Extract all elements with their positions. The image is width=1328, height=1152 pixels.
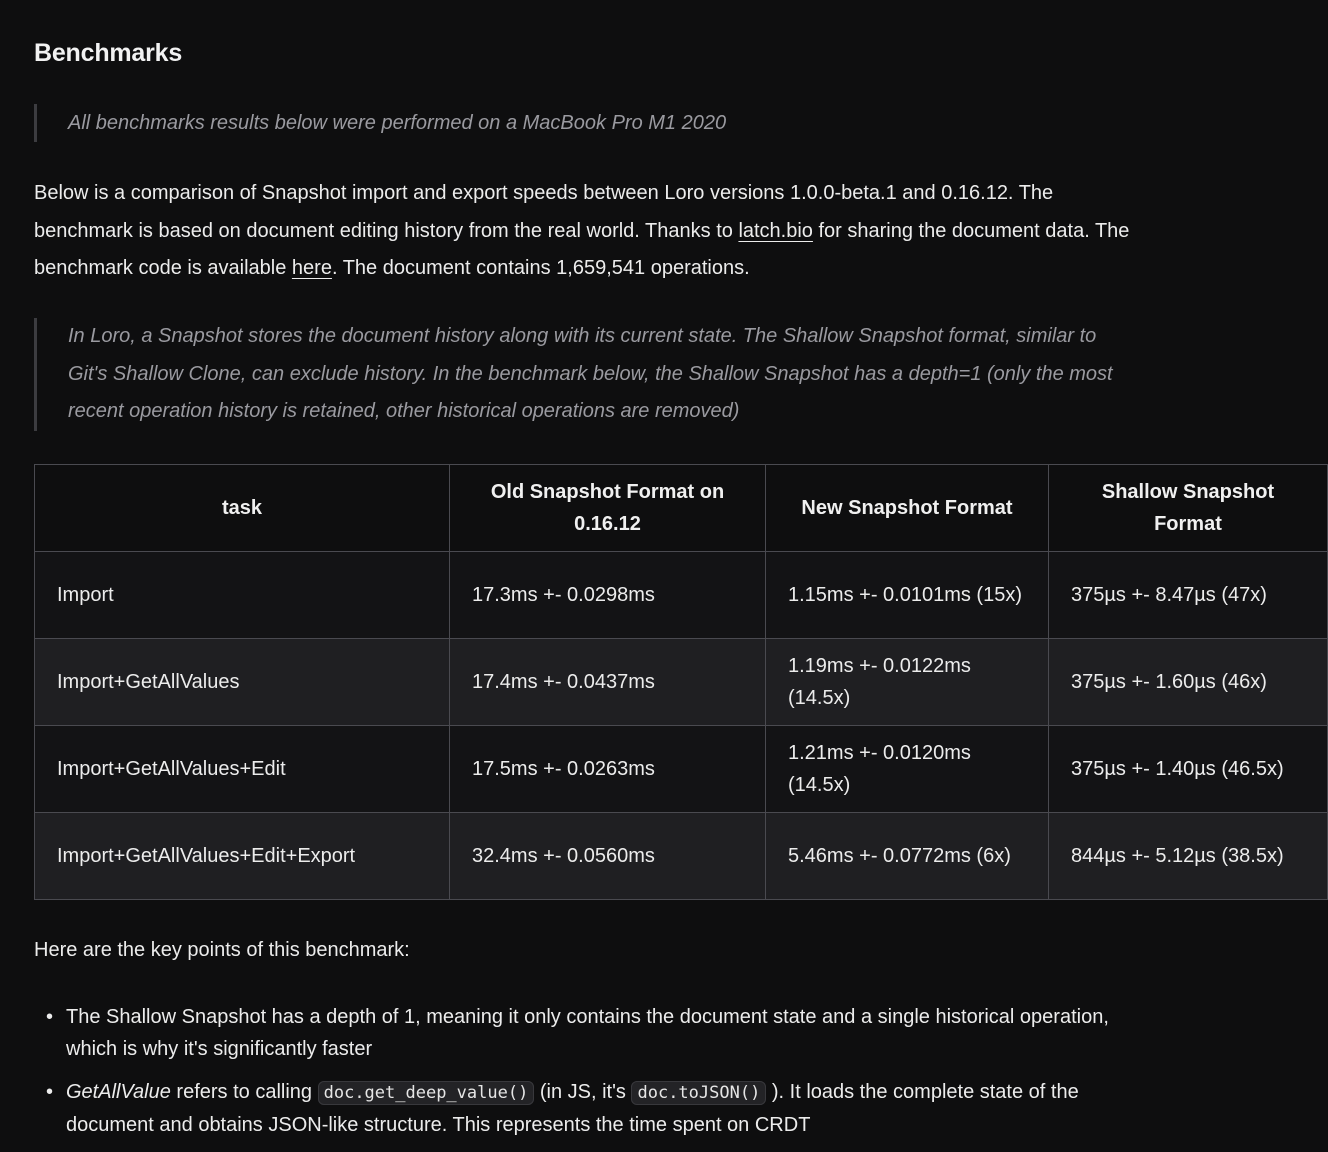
table-row — [35, 726, 1328, 813]
cell-task: Import+GetAllValues — [35, 639, 450, 726]
cell-shallow: 375µs +- 1.60µs (46x) — [1049, 639, 1328, 726]
cell-new: 1.19ms +- 0.0122ms (14.5x) — [766, 639, 1049, 726]
bullet-icon: • — [46, 1006, 54, 1028]
cell-old: 32.4ms +- 0.0560ms — [450, 813, 766, 900]
cell-task: Import+GetAllValues+Edit+Export — [35, 813, 450, 900]
code-to-json: doc.toJSON() — [631, 1081, 766, 1105]
intro-text-3: . The document contains 1,659,541 operations. — [331, 257, 750, 279]
cell-task: Import+GetAllValues+Edit — [35, 726, 450, 813]
key-points-intro: Here are the key points of this benchmark: — [34, 939, 410, 961]
bullet-text: The Shallow Snapshot has a depth of 1, meaning it only contains the document state and a single historical operation, which is why it's significantly faster — [66, 1006, 1109, 1060]
cell-task: Import — [35, 552, 450, 639]
table-row — [35, 639, 1328, 726]
hardware-note-text: All benchmarks results below were performed on a MacBook Pro M1 2020 — [68, 112, 727, 134]
latch-bio-link[interactable]: latch.bio — [738, 219, 813, 242]
cell-shallow: 375µs +- 1.40µs (46.5x) — [1049, 726, 1328, 813]
benchmark-table — [34, 464, 1328, 900]
bullet-icon: • — [46, 1081, 54, 1103]
header-old-snapshot: Old Snapshot Format on 0.16.12 — [450, 465, 766, 552]
bullet-text-1: refers to calling — [170, 1081, 318, 1103]
intro-text-1: Below is a comparison of Snapshot import and export speeds between Loro versions 1.0.0-beta.1 and 0.16.12. The benchmark is based on document editing history from the real world. Thanks to — [34, 182, 1054, 242]
snapshot-note-text: In Loro, a Snapshot stores the document history along with its current state. The Shallow Snapshot format, similar to Git's Shallow Clone, can exclude history. In the benchmark below, the Shallow Snapshot has a depth=1 (only the most recent operation history is retained, other historical operations are removed) — [68, 325, 1113, 422]
cell-new: 1.15ms +- 0.0101ms (15x) — [766, 552, 1049, 639]
header-task: task — [35, 465, 450, 552]
cell-new: 5.46ms +- 0.0772ms (6x) — [766, 813, 1049, 900]
table-header-row — [35, 465, 1328, 552]
cell-new: 1.21ms +- 0.0120ms (14.5x) — [766, 726, 1049, 813]
snapshot-note — [34, 318, 1138, 431]
header-shallow-snapshot: Shallow Snapshot Format — [1049, 465, 1328, 552]
cell-old: 17.3ms +- 0.0298ms — [450, 552, 766, 639]
list-item — [34, 1076, 1147, 1141]
hardware-note — [34, 104, 1138, 142]
key-points-list — [34, 1001, 1147, 1152]
bullet-text-3: ). It loads the complete state of the document and obtains JSON-like structure. This represents the time spent on CRDT — [66, 1081, 1079, 1136]
header-new-snapshot: New Snapshot Format — [766, 465, 1049, 552]
intro-text-2: for sharing the document data. The benchmark code is available — [34, 219, 1130, 279]
benchmark-code-link[interactable]: here — [291, 257, 332, 279]
section-heading: Benchmarks — [34, 39, 183, 67]
getallvalue-term: GetAllValue — [66, 1081, 171, 1103]
table-row — [35, 813, 1328, 900]
cell-old: 17.4ms +- 0.0437ms — [450, 639, 766, 726]
code-get-deep-value: doc.get_deep_value() — [318, 1081, 535, 1105]
table-row — [35, 552, 1328, 639]
intro-paragraph — [34, 175, 1147, 288]
cell-old: 17.5ms +- 0.0263ms — [450, 726, 766, 813]
list-item — [34, 1001, 1147, 1065]
cell-shallow: 375µs +- 8.47µs (47x) — [1049, 552, 1328, 639]
bullet-text-2: (in JS, it's — [534, 1081, 632, 1103]
cell-shallow: 844µs +- 5.12µs (38.5x) — [1049, 813, 1328, 900]
